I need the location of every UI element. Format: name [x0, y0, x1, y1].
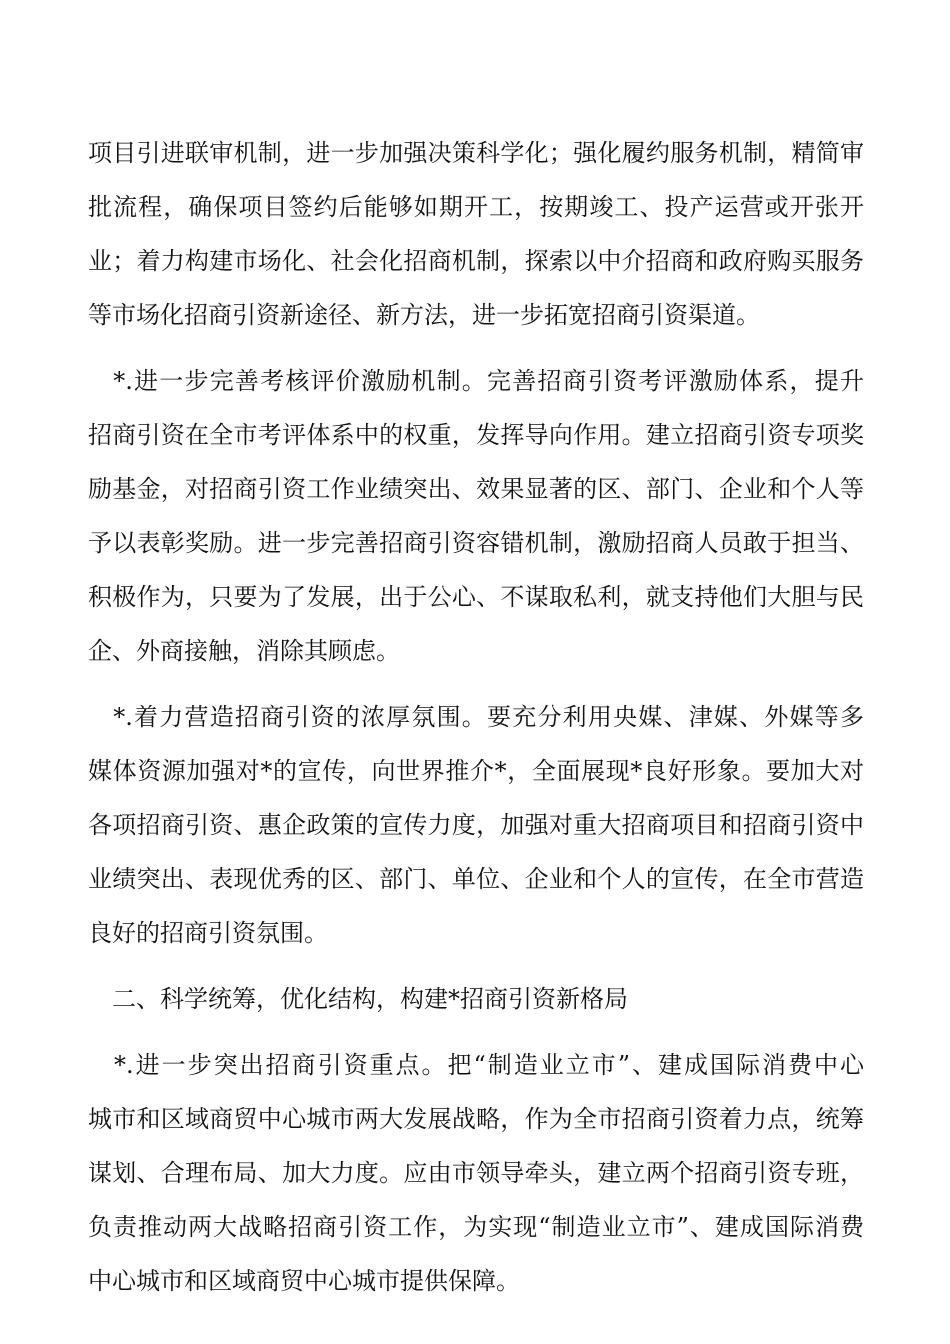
paragraph	[88, 690, 864, 960]
text-line: 招商引资在全市考评体系中的权重，发挥导向作用。建立招商引资专项奖	[88, 421, 864, 449]
text-line: 负责推动两大战略招商引资工作，为实现“制造业立市”、建成国际消费	[88, 1213, 864, 1241]
paragraph	[88, 1038, 864, 1308]
text-line: 批流程，确保项目签约后能够如期开工，按期竣工、投产运营或开张开	[88, 193, 864, 221]
document-body	[88, 126, 864, 1308]
paragraph-spacing	[88, 678, 864, 690]
text-line: 良好的招商引资氛围。	[88, 919, 328, 947]
text-line: 城市和区域商贸中心城市两大发展战略，作为全市招商引资着力点，统筹	[88, 1105, 864, 1133]
paragraph-spacing	[88, 1026, 864, 1038]
text-line: 中心城市和区域商贸中心城市提供保障。	[88, 1267, 520, 1295]
text-line: 各项招商引资、惠企政策的宣传力度，加强对重大招商项目和招商引资中	[88, 811, 864, 839]
paragraph	[88, 354, 864, 678]
text-line: 等市场化招商引资新途径、新方法，进一步拓宽招商引资渠道。	[88, 301, 760, 329]
paragraph-spacing	[88, 342, 864, 354]
text-line: 业；着力构建市场化、社会化招商机制，探索以中介招商和政府购买服务	[88, 247, 864, 275]
paragraph	[88, 126, 864, 342]
text-line: *.进一步突出招商引资重点。把“制造业立市”、建成国际消费中心	[88, 1051, 864, 1079]
text-line: *.进一步完善考核评价激励机制。完善招商引资考评激励体系，提升	[88, 367, 864, 395]
text-line: 予以表彰奖励。进一步完善招商引资容错机制，激励招商人员敢于担当、	[88, 529, 864, 557]
text-line: 媒体资源加强对*的宣传，向世界推介*，全面展现*良好形象。要加大对	[88, 757, 864, 785]
heading-line: 二、科学统筹，优化结构，构建*招商引资新格局	[88, 985, 628, 1013]
text-line: *.着力营造招商引资的浓厚氛围。要充分利用央媒、津媒、外媒等多	[88, 703, 864, 731]
text-line: 励基金，对招商引资工作业绩突出、效果显著的区、部门、企业和个人等	[88, 475, 864, 503]
text-line: 谋划、合理布局、加大力度。应由市领导牵头，建立两个招商引资专班，	[88, 1159, 864, 1187]
text-line: 企、外商接触，消除其顾虑。	[88, 637, 400, 665]
paragraph-spacing	[88, 960, 864, 972]
text-line: 积极作为，只要为了发展，出于公心、不谋取私利，就支持他们大胆与民	[88, 583, 864, 611]
text-line: 业绩突出、表现优秀的区、部门、单位、企业和个人的宣传，在全市营造	[88, 865, 864, 893]
section-heading	[88, 972, 864, 1026]
text-line: 项目引进联审机制，进一步加强决策科学化；强化履约服务机制，精简审	[88, 139, 864, 167]
